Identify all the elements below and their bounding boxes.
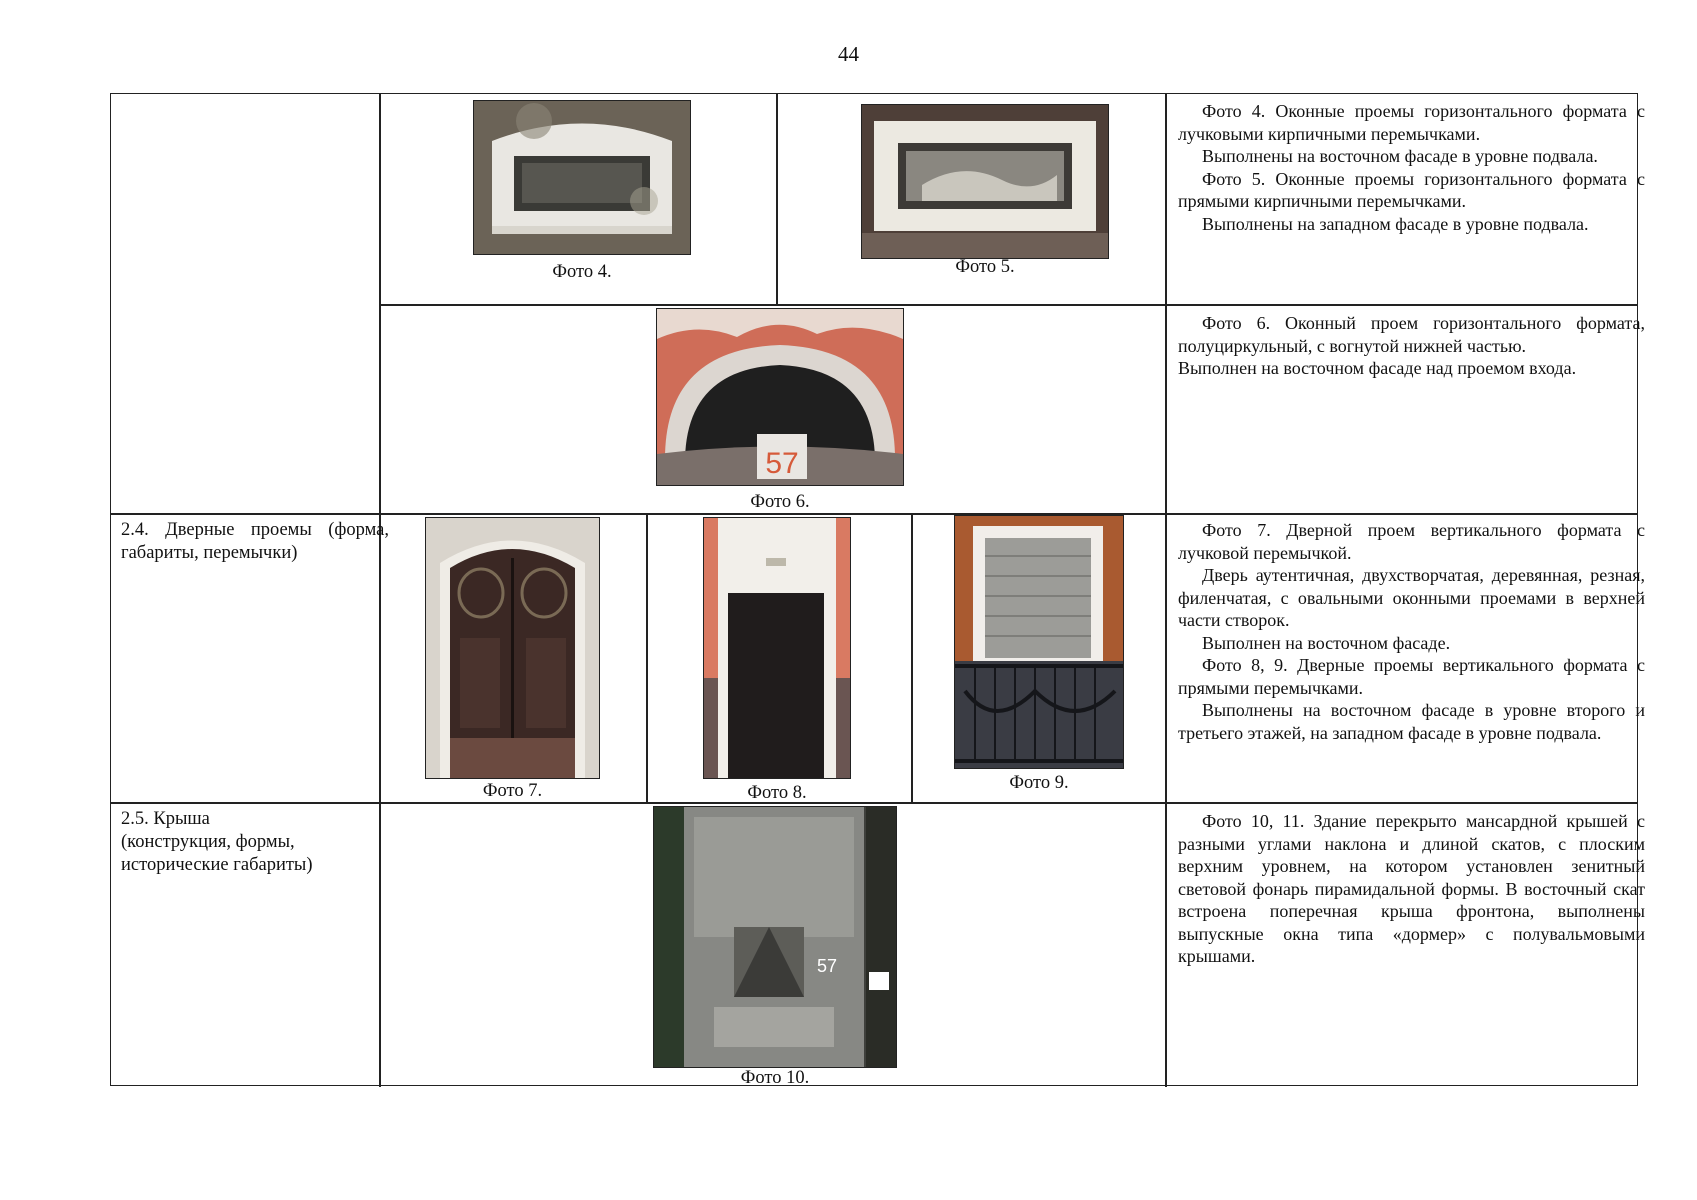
photo-4 [473, 100, 691, 255]
photo-10-caption: Фото 10. [740, 1068, 810, 1088]
row-3-label: 2.4. Дверные проемы (форма, габариты, перемычки) [121, 520, 389, 563]
photo-7-caption: Фото 7. [482, 781, 543, 801]
photo-5-caption: Фото 5. [955, 257, 1015, 277]
description-paragraph: Фото 5. Оконные проемы горизонтального формата с прямыми кирпичными перемычками. [1178, 168, 1645, 211]
photo-5 [861, 104, 1109, 259]
row-4-label: 2.5. Крыша (конструкция, формы, исторические габариты) [121, 809, 313, 875]
photo-8 [703, 517, 851, 779]
description-paragraph: Выполнены на восточном фасаде в уровне подвала. [1202, 146, 1598, 166]
row-3-description [1168, 519, 1655, 744]
description-paragraph: Выполнен на восточном фасаде над проемом входа. [1178, 358, 1577, 378]
photo-9-caption: Фото 9. [1009, 773, 1069, 793]
row-doors [111, 513, 1645, 803]
photo-6 [656, 308, 904, 486]
description-paragraph: Выполнены на восточном фасаде в уровне второго и третьего этажей, на западном фасаде в уровне подвала. [1178, 700, 1645, 743]
photo-7 [425, 517, 600, 779]
row-4-description [1168, 810, 1655, 968]
description-paragraph: Фото 4. Оконные проемы горизонтального формата с лучковыми кирпичными перемычками. [1178, 101, 1645, 144]
aerial-house-number: 57 [817, 956, 838, 976]
row-1-description [1168, 100, 1655, 235]
description-paragraph: Фото 6. Оконный проем горизонтального формата, полуциркульный, с вогнутой нижней частью. [1178, 313, 1645, 356]
description-paragraph: Выполнен на восточном фасаде. [1202, 632, 1451, 653]
description-paragraph: Фото 10, 11. Здание перекрыто мансардной крышей с разными углами наклона и длиной скатов, с плоским верхним уровнем, на котором установлен зенитный световой фонарь пирамидальной формы. В восточный скат встроена поперечная крыша фронтона, выполнены выпускные окна типа «дормер» с полувальмовыми крышами. [1178, 811, 1645, 966]
row-window-basement [111, 94, 1645, 304]
row-roof [111, 802, 1645, 1088]
description-paragraph: Дверь аутентичная, двухстворчатая, деревянная, резная, филенчатая, с овальными оконными проемами в верхней части створок. [1178, 565, 1645, 630]
description-paragraph: Фото 8, 9. Дверные проемы вертикального формата с прямыми перемычками. [1178, 655, 1645, 698]
row-2-description [1168, 312, 1655, 380]
photo-4-caption: Фото 4. [552, 262, 612, 282]
description-paragraph: Фото 7. Дверной проем вертикального формата с лучковой перемычкой. [1178, 520, 1645, 563]
row-window-semicircular [111, 304, 1645, 513]
photo-8-caption: Фото 8. [747, 783, 807, 803]
photo-10 [653, 806, 897, 1068]
photo-9 [954, 515, 1124, 769]
attributes-table [110, 93, 1645, 1088]
description-paragraph: Выполнены на западном фасаде в уровне подвала. [1202, 213, 1589, 234]
photo-6-caption: Фото 6. [750, 492, 810, 512]
page-number: 44 [838, 42, 859, 66]
house-number: 57 [765, 447, 799, 480]
